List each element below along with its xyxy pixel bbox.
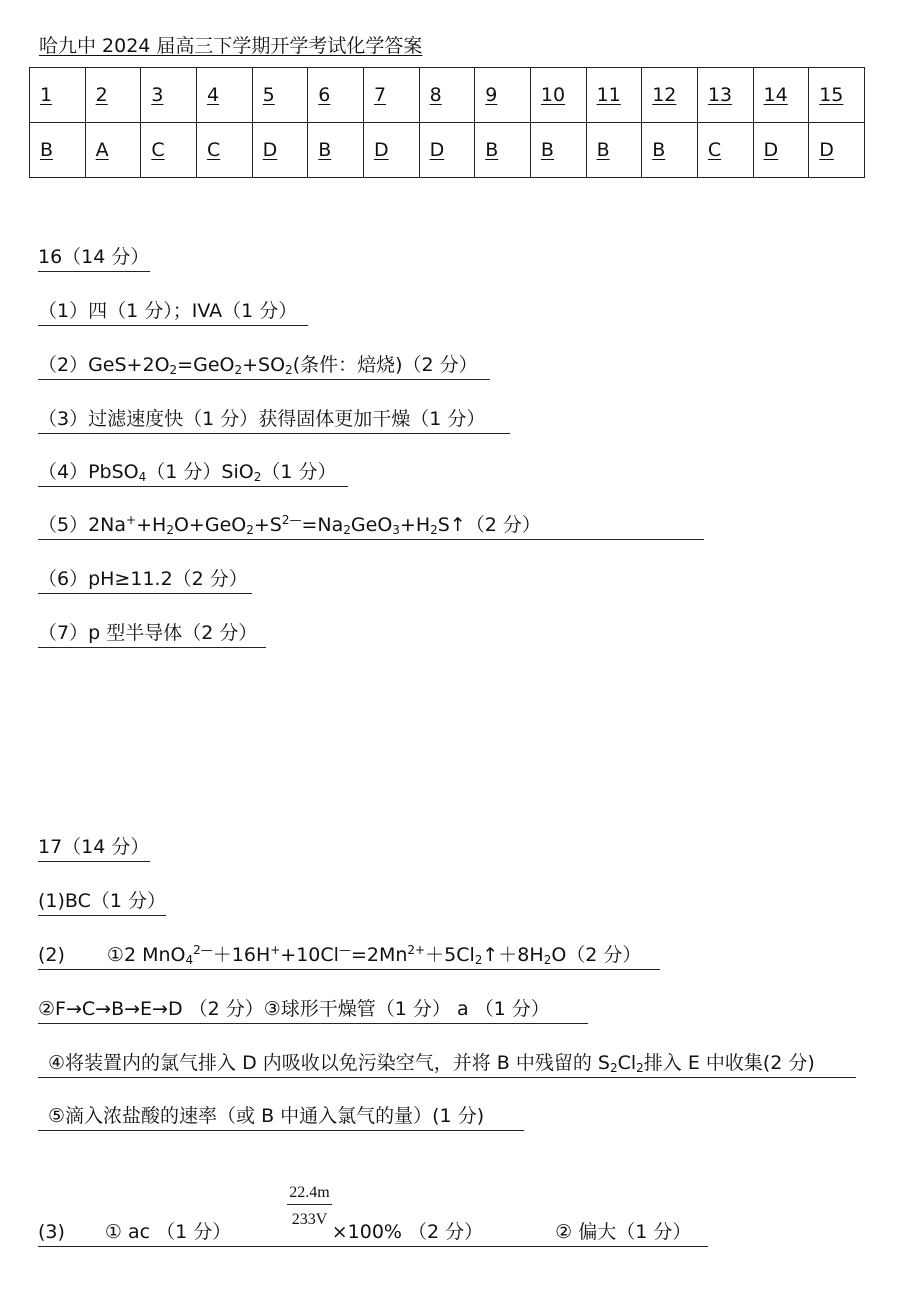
question-number: 6 <box>318 84 331 106</box>
answer-letter: B <box>540 139 554 161</box>
question-number: 15 <box>819 84 844 106</box>
q17-part3: ②F→C→B→E→D （2 分）③球形干燥管（1 分） a （1 分） <box>38 998 588 1024</box>
question-number: 14 <box>763 84 788 106</box>
answer-letter: A <box>95 139 109 161</box>
page-title: 哈九中 2024 届高三下学期开学考试化学答案 <box>39 35 423 57</box>
question-number: 9 <box>485 84 498 106</box>
answer-letter: C <box>151 139 165 161</box>
q17-part5: ⑤滴入浓盐酸的速率（或 B 中通入氯气的量）(1 分) <box>38 1105 524 1131</box>
answer-letter: B <box>485 139 499 161</box>
answer-letter: B <box>318 139 332 161</box>
answer-letter: C <box>206 139 221 161</box>
answer-letter: B <box>652 139 666 161</box>
answer-letter: D <box>429 139 445 161</box>
q17-part1: (1)BC（1 分） <box>38 890 166 916</box>
question-number: 8 <box>429 84 442 106</box>
table-row-answers <box>30 123 865 178</box>
q16-header: 16（14 分） <box>38 246 150 272</box>
fraction-denominator: 233V <box>291 1211 328 1228</box>
q17-part6: (3) ① ac （1 分） $\frac{22.4m}{233V}$ ×100% （2 分） ② 偏大（1 分） <box>38 1184 708 1247</box>
question-number: 3 <box>151 84 164 106</box>
q16-part4: （4）PbSO$_4$（1 分）SiO$_2$（1 分） <box>38 461 348 487</box>
answer-table <box>29 67 865 178</box>
question-number: 4 <box>206 84 220 106</box>
answer-letter: D <box>763 139 779 161</box>
question-number: 13 <box>707 84 733 106</box>
q16-part6: （6）pH≥11.2（2 分） <box>38 568 252 594</box>
answer-letter: B <box>596 139 610 161</box>
question-number: 12 <box>652 84 677 106</box>
table-row-numbers <box>30 68 865 123</box>
q16-part1: （1）四（1 分）；IVA（1 分） <box>38 300 308 326</box>
answer-letter: D <box>373 139 389 161</box>
question-number: 11 <box>596 84 621 106</box>
q16-part5: $(5)2Na^++H_2O+GeO_2+S^{2—}=Na_2GeO_3+H_2S↑(2$ 分） <box>38 514 704 540</box>
answer-letter: C <box>707 139 722 161</box>
q17-header: 17（14 分） <box>38 836 150 862</box>
q16-part7: （7）p 型半导体（2 分） <box>38 622 266 648</box>
answer-letter: B <box>40 139 54 161</box>
q16-part2: $(2)GeS+2O_2=GeO_2+SO_2$(条件：焙烧)（2 分） <box>38 354 490 380</box>
answer-letter: D <box>262 139 278 161</box>
question-number: 10 <box>540 84 566 106</box>
question-number: 5 <box>262 84 275 106</box>
q17-part2: (2) ①2 $MnO_4^{2—}+16H^++10Cl^—=2Mn^{2+}+5Cl_2↑+8H_2O(2$ 分） <box>38 944 660 970</box>
answer-letter: D <box>819 139 834 161</box>
q16-part3: （3）过滤速度快（1 分）获得固体更加干燥（1 分） <box>38 408 510 434</box>
q17-part4: ④将装置内的氯气排入 D 内吸收以免污染空气，并将 B 中残留的 $S_2Cl_2$排入 E 中收集(2 分) <box>38 1052 856 1078</box>
question-number: 2 <box>95 84 108 106</box>
question-number: 7 <box>373 84 387 106</box>
question-number: 1 <box>40 84 53 106</box>
fraction-numerator: 22.4m <box>287 1184 331 1205</box>
fraction <box>287 1184 331 1229</box>
